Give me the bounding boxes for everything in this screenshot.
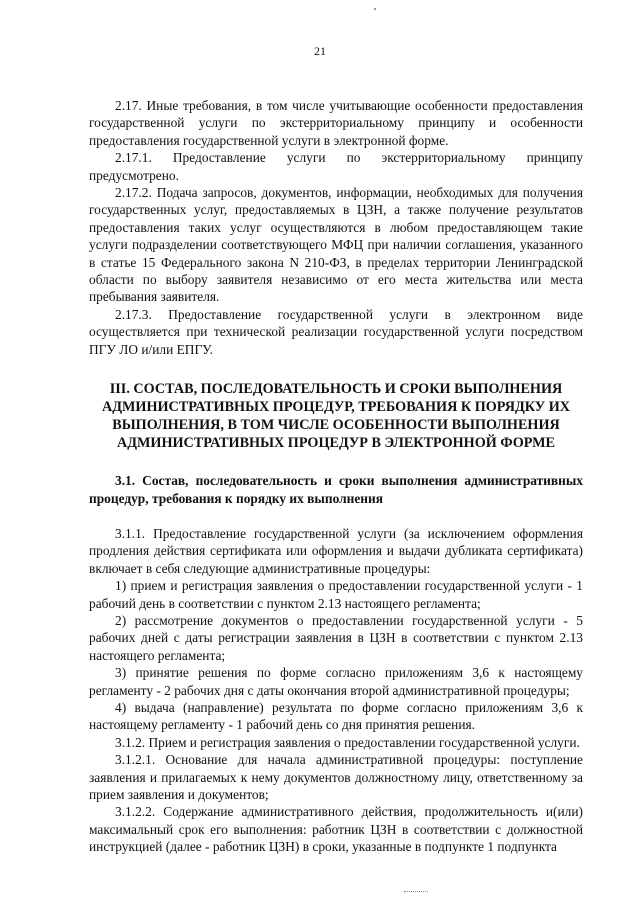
- subsection-heading: 3.1. Состав, последовательность и сроки выполнения административных процедур, требования к порядку их выполнения: [89, 473, 583, 506]
- paragraph-3-1-2-2: 3.1.2.2. Содержание административного действия, продолжительность и(или) максимальный срок его выполнения: работник ЦЗН в соответствии с должностной инструкцией (далее - работник ЦЗН) в сроки, указанные в подпункте 1 подпункта: [89, 804, 583, 855]
- list-item-4: 4) выдача (направление) результата по форме согласно приложениям 3,6 к настоящему регламенту - 1 рабочий день со дня принятия решения.: [89, 699, 583, 733]
- section-heading: III. СОСТАВ, ПОСЛЕДОВАТЕЛЬНОСТЬ И СРОКИ ВЫПОЛНЕНИЯ АДМИНИСТРАТИВНЫХ ПРОЦЕДУР, ТРЕБОВАНИЯ К ПОРЯДКУ ИХ ВЫПОЛНЕНИЯ, В ТОМ ЧИСЛЕ ОСОБЕННОСТИ ВЫПОЛНЕНИЯ АДМИНИСТРАТИВНЫХ ПРОЦЕДУР В ЭЛЕКТРОННОЙ ФОРМЕ: [102, 381, 570, 452]
- paragraph-2-17: 2.17. Иные требования, в том числе учитывающие особенности предоставления государственной услуги по экстерриториальному принципу и особенности предоставления государственной услуги в электронной форме.: [89, 98, 583, 148]
- paragraph-3-1-2-1: 3.1.2.1. Основание для начала административной процедуры: поступление заявления и прилагаемых к нему документов должностному лицу, ответственному за прием заявления и документов;: [89, 752, 583, 802]
- list-item-3: 3) принятие решения по форме согласно приложениям 3,6 к настоящему регламенту - 2 рабочих дня с даты окончания второй административной процедуры;: [89, 665, 583, 698]
- scan-speck: [374, 8, 376, 10]
- paragraph-3-1-1: 3.1.1. Предоставление государственной услуги (за исключением оформления продления действия сертификата или оформления и выдачи дубликата сертификата) включает в себя следующие административные процедуры:: [89, 525, 583, 576]
- scan-edge-mark: [404, 891, 428, 895]
- list-item-2: 2) рассмотрение документов о предоставлении государственной услуги - 5 рабочих дней с даты регистрации заявления в ЦЗН в соответствии с пунктом 2.13 настоящего регламента;: [89, 612, 583, 663]
- spacer: [89, 507, 583, 525]
- list-item-1: 1) прием и регистрация заявления о предоставлении государственной услуги - 1 рабочий день в соответствии с пунктом 2.13 настоящего регламента;: [89, 578, 583, 611]
- paragraph-2-17-2: 2.17.2. Подача запросов, документов, информации, необходимых для получения государственных услуг, предоставляемых в ЦЗН, а также получение результатов предоставления таких услуг осуществляются в любом предоставляющем такие услуги подразделении соответствующего МФЦ при наличии соглашения, указанного в статье 15 Федерального закона N 210-ФЗ, в пределах территории Ленинградской области по выбору заявителя независимо от его места жительства или места пребывания заявителя.: [89, 185, 583, 305]
- paragraph-2-17-3: 2.17.3. Предоставление государственной услуги в электронном виде осуществляется при технической реализации государственной услуги посредством ПГУ ЛО и/или ЕПГУ.: [89, 306, 583, 357]
- page-number: 21: [314, 44, 326, 58]
- paragraph-3-1-2: 3.1.2. Прием и регистрация заявления о предоставлении государственной услуги.: [115, 734, 580, 750]
- document-body: [89, 97, 583, 856]
- paragraph-2-17-1: 2.17.1. Предоставление услуги по экстерриториальному принципу предусмотрено.: [89, 150, 583, 183]
